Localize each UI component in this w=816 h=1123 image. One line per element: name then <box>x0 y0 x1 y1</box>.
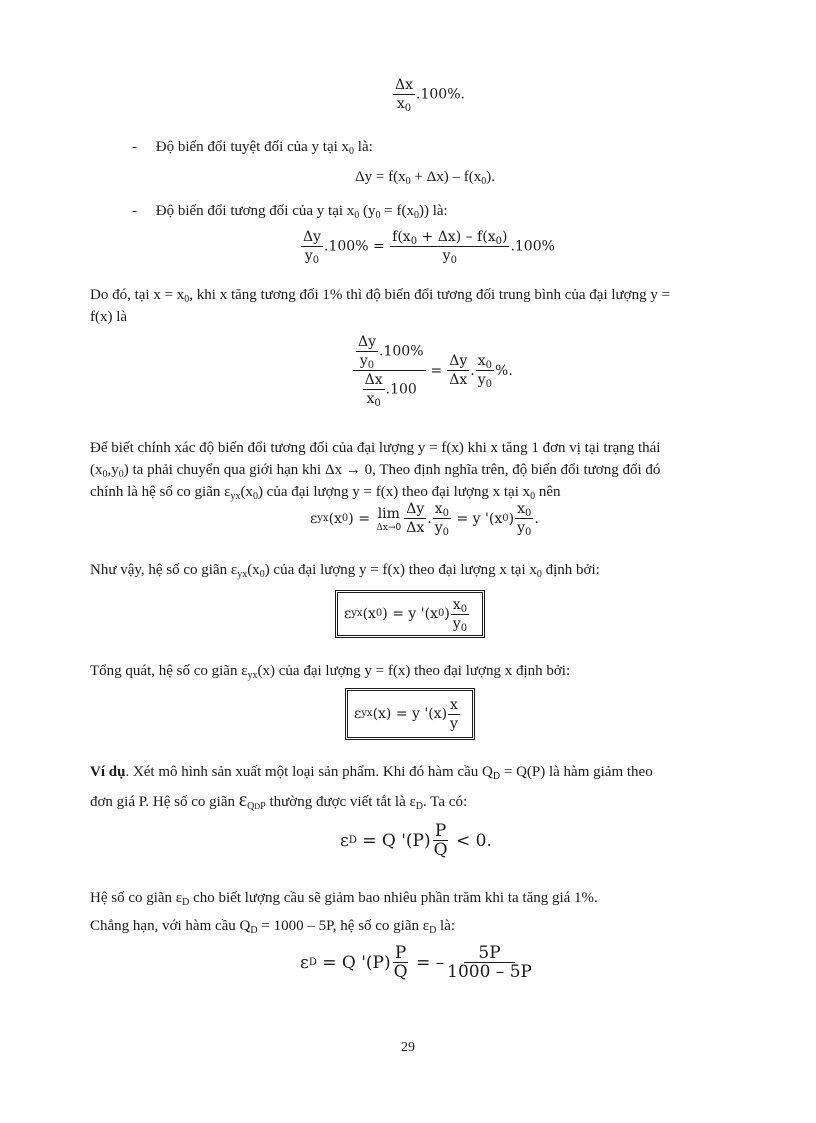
page-number: 29 <box>401 1040 415 1055</box>
formula-elasticity-limit: ε yx (x 0 ) = lim Δx→0 $\frac{\Delta y}{\Delta x}$ . $\frac{x_0}{y_0}$ = y '(x 0 ) $\frac{x_0}{y_0}$ . <box>310 501 539 538</box>
bullet-relative-change: - Độ biến đổi tương đối của y tại $x_0$ $(y_0 = f(x_0))$ là: <box>132 203 448 221</box>
formula-absolute-change: $\Delta y = f(x_0 + \Delta x) - f(x_0)$. <box>355 169 495 187</box>
formula-relative-change-y: $\frac{\Delta y}{y_0}$ .100% = $\frac{f(x_0 + \Delta x) - f(x_0)}{y_0}$ .100% <box>303 229 555 266</box>
example-label: Ví dụ <box>90 764 126 780</box>
paragraph-example: Ví dụ. Xét mô hình sản xuất một loại sản phẩm. Khi đó hàm cầu $Q_D = Q(P)$ là hàm giảm theo đơn giá P. Hệ số co giãn $\varepsilon_{QDP}$ thường được viết tắt là $\varepsilon_D$. Ta có: <box>90 764 653 812</box>
formula-demand-elasticity-example: ε D = Q '(P) $\frac{P}{Q}$ = – $\frac{5P}{1000 - 5P}$ <box>300 943 532 982</box>
paragraph-elasticity-at-point: Như vậy, hệ số co giãn $\varepsilon_{yx}(x_0)$ của đại lượng y = f(x) theo đại lượng x tại $x_0$ định bởi: <box>90 562 600 580</box>
paragraph-elasticity-meaning: Hệ số co giãn $\varepsilon_D$ cho biết lượng cầu sẽ giảm bao nhiêu phần trăm khi ta tăng giá 1%. <box>90 890 598 908</box>
paragraph-elasticity-definition: Để biết chính xác độ biến đổi tương đối của đại lượng y = f(x) khi x tăng 1 đơn vị tại trạng thái $(x_0,y_0)$ ta phải chuyển qua giới hạn khi Δx → 0, Theo định nghĩa trên, độ biến đổi tương đối đó chính là hệ số co giãn $\varepsilon_{yx}(x_0)$ của đại lượng y = f(x) theo đại lượng x tại $x_0$ nên <box>90 440 661 502</box>
paragraph-demand-function-example: Chẳng hạn, với hàm cầu $Q_D = 1000 - 5P$, hệ số co giãn $\varepsilon_D$ là: <box>90 918 456 936</box>
formula-ratio-of-relative-changes: $\frac{\Delta y}{y_0}$ .100% $\frac{\Delta x}{x_0}$ .100 = $\frac{\Delta y}{\Delta x}$ . $\frac{x_0}{y_0}$ % . <box>352 333 513 408</box>
bullet-absolute-change: - Độ biến đổi tuyệt đối của y tại $x_0$ là: <box>132 139 373 157</box>
boxed-formula-elasticity-general: ε yx (x) = y '(x) $\frac{x}{y}$ <box>345 688 475 740</box>
paragraph-average-relative-change: Do đó, tại $x = x_0$, khi x tăng tương đối 1% thì độ biến đổi tương đối trung bình của đại lượng y = f(x) là <box>90 287 671 325</box>
paragraph-general-elasticity: Tổng quát, hệ số co giãn $\varepsilon_{yx}(x)$ của đại lượng y = f(x) theo đại lượng x định bởi: <box>90 663 571 681</box>
formula-relative-change-x: $\frac{\Delta x}{x_0}$ .100%. <box>395 77 465 114</box>
boxed-formula-elasticity-point: ε yx (x 0 ) = y '(x 0 ) $\frac{x_0}{y_0}$ <box>335 590 485 638</box>
formula-demand-elasticity: ε D = Q '(P) $\frac{P}{Q}$ < 0 . <box>340 821 492 860</box>
